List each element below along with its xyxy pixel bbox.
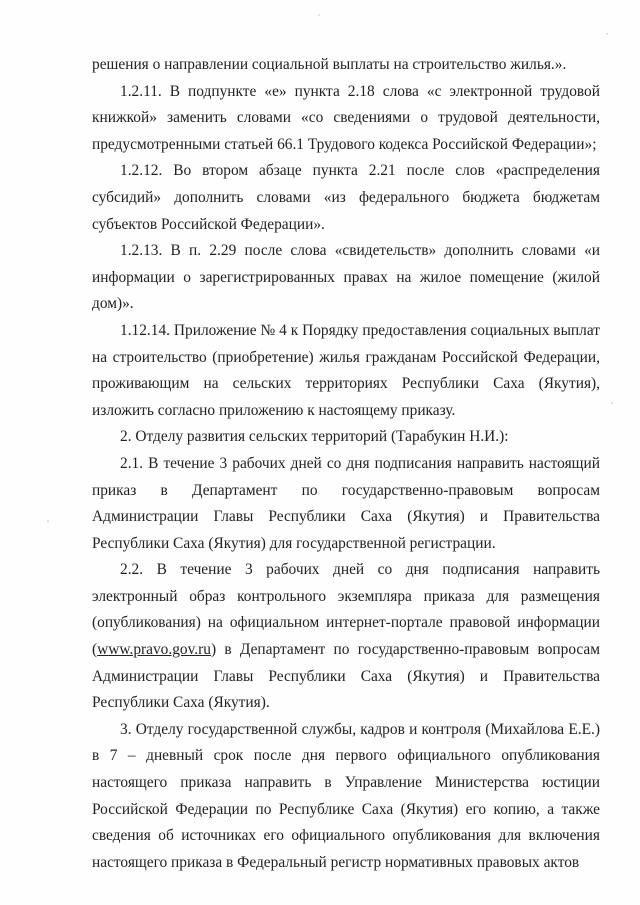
paragraph-1-2-11: 1.2.11. В подпункте «е» пункта 2.18 слова «с электронной трудовой книжкой» заменить словами «со сведениями о трудовой деятельности, предусмотренными статьей 66.1 Трудового кодекса Российской Федерации»; (92, 82, 600, 153)
paragraph-1-12-14: 1.12.14. Приложение № 4 к Порядку предоставления социальных выплат на строительство (приобретение) жилья гражданам Российской Федерации, проживающим на сельских территориях Республики Саха (Якутия), изложить согласно приложению к настоящему приказу. (92, 321, 600, 419)
paragraph-2-2 (92, 557, 600, 717)
paragraph-2-1: 2.1. В течение 3 рабочих дней со дня подписания направить настоящий приказ в Департамент по государственно-правовым вопросам Администрации Главы Республики Саха (Якутия) и Правительства Республики Саха (Якутия) для государственной регистрации. (92, 454, 600, 552)
paragraph-2-2-text-after: ) в Департамент по государственно-правовым вопросам Администрации Главы Республики Саха (Якутия) и Правительства Республики Саха (Якутия). (92, 641, 600, 712)
paragraph-1-2-12: 1.2.12. Во втором абзаце пункта 2.21 после слов «распределения субсидий» дополнить словами «из федерального бюджета бюджетам субъектов Российской Федерации». (92, 162, 600, 233)
pravo-gov-link[interactable]: www.pravo.gov.ru (97, 641, 211, 659)
paragraph-2-2-text-before: 2.2. В течение 3 рабочих дней со дня подписания направить электронный образ контрольного экземпляра приказа для размещения (опубликования) на официальном интернет-портале правовой информации ( (92, 561, 600, 659)
scan-speck (611, 402, 613, 404)
paragraph-continuation: решения о направлении социальной выплаты на строительство жилья.». (92, 56, 567, 73)
paragraph-1-2-13: 1.2.13. В п. 2.29 после слова «свидетельств» дополнить словами «и информации о зарегистрированных правах на жилое помещение (жилой дом)». (92, 242, 600, 313)
scan-speck (606, 33, 608, 35)
paragraph-3: 3. Отделу государственной службы, кадров и контроля (Михайлова Е.Е.) в 7 – дневный срок после дня первого официального опубликования настоящего приказа направить в Управление Министерства юстиции Российской Федерации по Республике Саха (Якутия) его копию, а также сведения об источниках его официального опубликования для включения настоящего приказа в Федеральный регистр нормативных правовых актов (92, 720, 600, 871)
scan-speck (47, 520, 49, 522)
paragraph-2: 2. Отделу развития сельских территорий (Тарабукин Н.И.): (120, 428, 509, 446)
scan-speck (318, 14, 320, 16)
document-body (92, 52, 600, 876)
